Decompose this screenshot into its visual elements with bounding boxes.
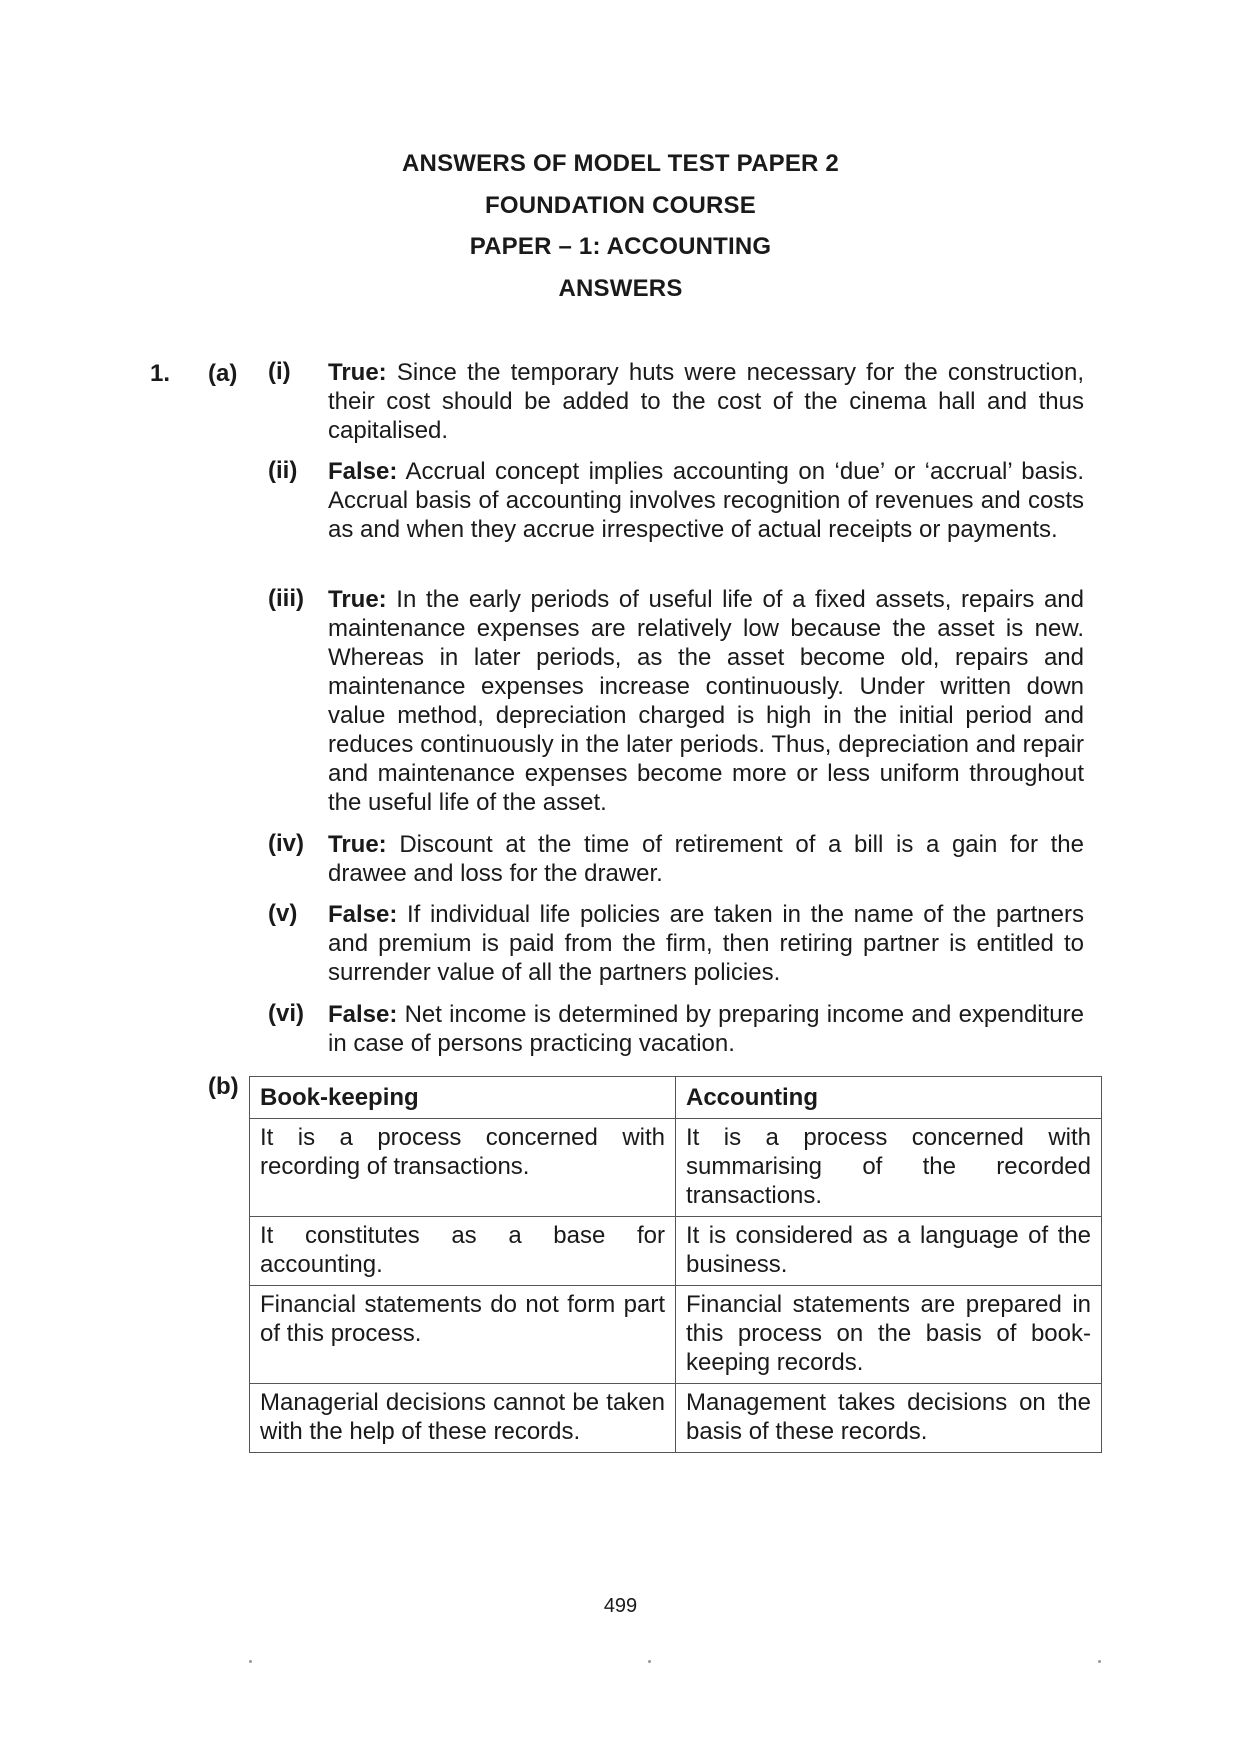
item-text: Discount at the time of retirement of a bill is a gain for the drawee and loss for the drawer. — [328, 831, 1084, 887]
title-line-1: ANSWERS OF MODEL TEST PAPER 2 — [402, 150, 839, 177]
answer-item-iv — [268, 830, 1084, 888]
item-body — [328, 358, 1084, 445]
item-numeral: (vi) — [268, 1000, 304, 1027]
item-numeral: (iv) — [268, 830, 304, 857]
item-text: Net income is determined by preparing income and expenditure in case of persons practicing vacation. — [328, 1001, 1084, 1057]
item-numeral: (ii) — [268, 457, 298, 484]
table-cell: Management takes decisions on the basis of these records. — [676, 1384, 1102, 1453]
item-verdict: False: — [328, 901, 398, 928]
item-body — [328, 457, 1084, 544]
table-cell: Managerial decisions cannot be taken with the help of these records. — [250, 1384, 676, 1453]
item-text: If individual life policies are taken in the name of the partners and premium is paid from the firm, then retiring partner is entitled to surrender value of all the partners policies. — [328, 901, 1084, 986]
answer-item-ii — [268, 457, 1084, 544]
title-line-2: FOUNDATION COURSE — [485, 192, 756, 219]
table-row — [250, 1119, 1102, 1217]
table-cell: It constitutes as a base for accounting. — [250, 1217, 676, 1286]
item-numeral: (iii) — [268, 585, 304, 612]
answer-item-vi — [268, 1000, 1084, 1058]
table-cell: It is a process concerned with recording of transactions. — [250, 1119, 676, 1217]
comparison-table — [249, 1076, 1102, 1453]
table-cell: It is considered as a language of the business. — [676, 1217, 1102, 1286]
part-a-label: (a) — [208, 360, 238, 387]
table-row — [250, 1384, 1102, 1453]
table-header-row — [250, 1077, 1102, 1119]
table-row — [250, 1217, 1102, 1286]
title-line-4: ANSWERS — [558, 275, 683, 302]
item-verdict: True: — [328, 359, 387, 386]
item-text: In the early periods of useful life of a fixed assets, repairs and maintenance expenses are relatively low because the asset is new. Whereas in later periods, as the asset become old, repairs and maintenance expenses increase continuously. Under written down value method, depreciation charged is high in the initial period and reduces continuously in the later periods. Thus, depreciation and repair and maintenance expenses become more or less uniform throughout the useful life of the asset. — [328, 586, 1084, 816]
answer-item-v — [268, 900, 1084, 987]
item-verdict: False: — [328, 458, 398, 485]
title-line-3: PAPER – 1: ACCOUNTING — [469, 233, 772, 260]
item-verdict: True: — [328, 586, 387, 613]
print-mark — [1098, 1660, 1101, 1663]
item-body — [328, 1000, 1084, 1058]
column-header: Accounting — [676, 1077, 1102, 1119]
table-cell: Financial statements are prepared in this process on the basis of book-keeping records. — [676, 1286, 1102, 1384]
table-cell: Financial statements do not form part of this process. — [250, 1286, 676, 1384]
answer-item-iii — [268, 585, 1084, 817]
table-cell: It is a process concerned with summarising of the recorded transactions. — [676, 1119, 1102, 1217]
item-body — [328, 830, 1084, 888]
page-number: 499 — [603, 1595, 638, 1617]
item-body — [328, 900, 1084, 987]
item-numeral: (v) — [268, 900, 298, 927]
item-numeral: (i) — [268, 358, 291, 385]
print-mark — [249, 1660, 252, 1663]
item-verdict: False: — [328, 1001, 398, 1028]
question-number: 1. — [150, 360, 171, 387]
column-header: Book-keeping — [250, 1077, 676, 1119]
answer-item-i — [268, 358, 1084, 445]
item-body — [328, 585, 1084, 817]
item-text: Accrual concept implies accounting on ‘due’ or ‘accrual’ basis. Accrual basis of accounting involves recognition of revenues and costs as and when they accrue irrespective of actual receipts or payments. — [328, 458, 1084, 543]
table-row — [250, 1286, 1102, 1384]
print-mark — [648, 1660, 651, 1663]
item-text: Since the temporary huts were necessary for the construction, their cost should be added to the cost of the cinema hall and thus capitalised. — [328, 359, 1084, 444]
item-verdict: True: — [328, 831, 387, 858]
part-b-label: (b) — [208, 1073, 239, 1100]
